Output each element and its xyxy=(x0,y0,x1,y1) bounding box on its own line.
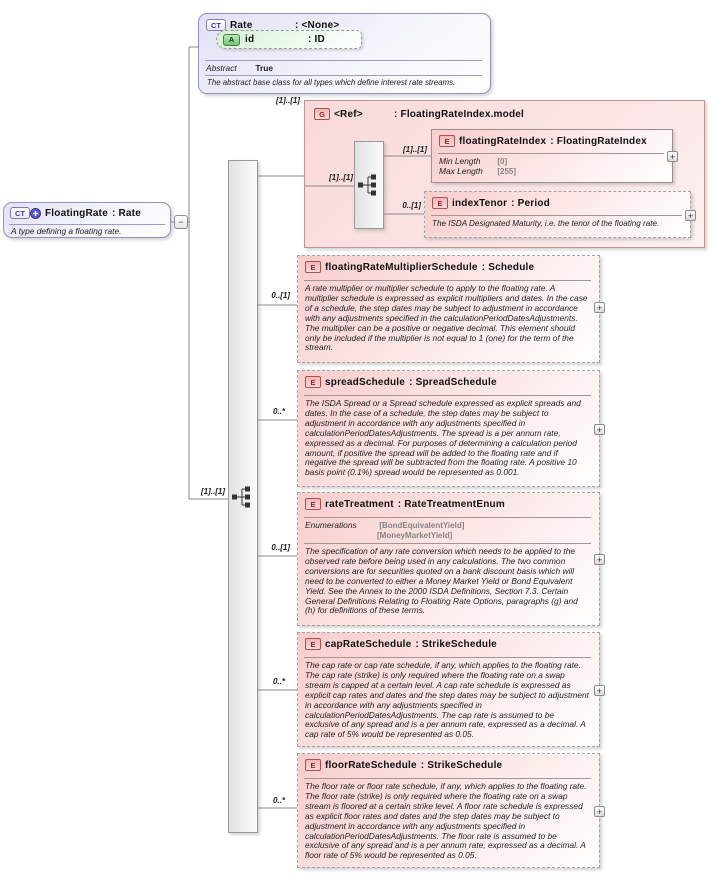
element-name: rateTreatment xyxy=(325,498,394,510)
element-icon: E xyxy=(305,261,321,273)
divider xyxy=(304,395,591,396)
cardinality-label: [1]..[1] xyxy=(329,173,353,182)
cardinality-label: [1]..[1] xyxy=(276,96,300,105)
complex-type-icon: CT xyxy=(10,207,30,219)
base-class-rate-box[interactable] xyxy=(198,13,491,94)
element-indexTenor[interactable] xyxy=(424,191,694,238)
facet-label: Enumerations xyxy=(305,520,357,530)
facet-value: [BondEquivalentYield] xyxy=(379,521,465,530)
group-name: <Ref> xyxy=(334,108,363,120)
divider xyxy=(304,543,591,544)
divider xyxy=(438,153,664,154)
attribute-name: id xyxy=(245,34,255,45)
element-type: : StrikeSchedule xyxy=(420,759,503,771)
divider xyxy=(304,517,591,518)
cardinality-label: [1]..[1] xyxy=(403,145,427,154)
expand-button[interactable]: + xyxy=(594,685,605,696)
divider xyxy=(205,60,482,61)
attribute-id[interactable] xyxy=(216,30,362,49)
class-description: A type defining a floating rate. xyxy=(11,226,122,236)
element-name: capRateSchedule xyxy=(325,638,412,650)
facet-value: [MoneyMarketYield] xyxy=(377,531,453,540)
divider xyxy=(304,657,591,658)
element-type: : FloatingRateIndex xyxy=(550,135,647,147)
expand-button[interactable]: + xyxy=(685,210,696,221)
divider xyxy=(205,75,482,76)
cardinality-label: [1]..[1] xyxy=(201,487,225,496)
expand-button[interactable]: + xyxy=(594,302,605,313)
facet-value: [255] xyxy=(497,167,517,176)
abstract-label: Abstract xyxy=(206,63,237,73)
attribute-icon: A xyxy=(223,34,240,46)
sequence-compositor[interactable] xyxy=(228,160,258,833)
expand-button[interactable]: + xyxy=(667,151,678,162)
complex-type-icon: CT xyxy=(206,19,226,31)
element-icon: E xyxy=(305,759,321,771)
class-description: The abstract base class for all types which define interest rate streams. xyxy=(207,78,456,87)
expand-button[interactable]: + xyxy=(594,424,605,435)
cardinality-label: 0..[1] xyxy=(402,201,421,210)
element-name: floatingRateIndex xyxy=(459,135,547,147)
floating-rate-class-box[interactable] xyxy=(3,202,171,238)
element-spreadSchedule[interactable] xyxy=(297,370,603,487)
divider xyxy=(9,224,165,225)
element-description: The floor rate or floor rate schedule, if any, which applies to the floating rate. The floor rate (strike) is only required where the floating rate on a swap stream is floored at a certain strike level. A floor rate schedule is expressed as explicit floor rates and dates and the step dates may be subject to adjustment in accordance with any adjustments specified in calculationPeriodDatesAdjustments. The floor rate is assumed to be exclusive of any spread and is a per annum rate, expressed as a decimal. A floor rate of 5% would be represented as 0.05. xyxy=(305,781,587,861)
group-ref-box[interactable] xyxy=(304,100,705,248)
element-type: : Period xyxy=(511,197,550,209)
class-name: FloatingRate xyxy=(45,207,108,219)
derived-type-icon xyxy=(30,208,41,219)
group-type: : FloatingRateIndex.model xyxy=(394,108,525,120)
element-icon: E xyxy=(439,135,455,147)
sequence-compositor[interactable] xyxy=(354,141,384,229)
element-type: : StrikeSchedule xyxy=(415,638,497,650)
element-name: indexTenor xyxy=(452,197,508,209)
sequence-icon xyxy=(232,484,254,510)
class-name: Rate xyxy=(230,19,253,31)
cardinality-label: 0..* xyxy=(272,796,285,805)
class-base-type: : <None> xyxy=(295,19,340,31)
sequence-icon xyxy=(358,172,380,198)
element-type: : RateTreatmentEnum xyxy=(397,498,505,510)
facet-label: Max Length xyxy=(439,166,483,176)
abstract-value: True xyxy=(255,63,274,73)
element-icon: E xyxy=(305,638,321,650)
group-icon: G xyxy=(314,108,330,120)
element-icon: E xyxy=(305,376,321,388)
element-floorRateSchedule[interactable] xyxy=(297,753,603,868)
divider xyxy=(304,778,591,779)
element-name: floatingRateMultiplierSchedule xyxy=(325,261,478,273)
element-name: floorRateSchedule xyxy=(325,759,417,771)
divider xyxy=(304,280,591,281)
attribute-type: : ID xyxy=(308,34,325,45)
class-base-type: : Rate xyxy=(111,207,141,219)
element-capRateSchedule[interactable] xyxy=(297,632,603,747)
collapse-toggle-button[interactable]: − xyxy=(174,215,188,229)
element-floatingRateIndex[interactable] xyxy=(431,129,676,183)
cardinality-label: 0..[1] xyxy=(271,291,290,300)
element-description: The ISDA Designated Maturity, i.e. the tenor of the floating rate. xyxy=(432,219,660,228)
element-description: The cap rate or cap rate schedule, if any, which applies to the floating rate. The cap rate (strike) is only required where the floating rate on a swap stream is capped at a certain level. A cap rate schedule is expressed as explicit cap rates and dates and the step dates may be subject to adjustment in accordance with any adjustments specified in calculationPeriodDatesAdjustments. The cap rate is assumed to be exclusive of any spread and is a per annum rate, expressed as a decimal. A cap rate of 5% would be represented as 0.05. xyxy=(305,660,589,740)
facet-value: [0] xyxy=(497,157,508,166)
cardinality-label: 0..[1] xyxy=(271,543,290,552)
facet-label: Min Length xyxy=(439,156,481,166)
element-icon: E xyxy=(305,498,321,510)
expand-button[interactable]: + xyxy=(594,554,605,565)
cardinality-label: 0..* xyxy=(272,677,285,686)
element-name: spreadSchedule xyxy=(325,376,406,388)
element-type: : SpreadSchedule xyxy=(409,376,497,388)
cardinality-label: 0..* xyxy=(272,407,285,416)
element-description: The specification of any rate conversion which needs to be applied to the observed rate before being used in any calculations. The two common conversions are for securities quoted on a bank discount basis which will need to be converted to either a Money Market Yield or Bond Equivalent Yield. See the Annex to the 2000 ISDA Definitions, Section 7.3. Certain General Definitions Relating to Floating Rate Options, paragraphs (g) and (h) for definitions of these terms. xyxy=(305,546,578,616)
element-rateTreatment[interactable] xyxy=(297,492,603,626)
expand-button[interactable]: + xyxy=(594,806,605,817)
element-floatingRateMultiplierSchedule[interactable] xyxy=(297,255,603,363)
divider xyxy=(431,215,682,216)
element-description: The ISDA Spread or a Spread schedule expressed as explicit spreads and dates. In the case of a schedule, the step dates may be subject to adjustment in accordance with any adjustments specified in calculationPeriodDatesAdjustments. The spread is a per annum rate, expressed as a decimal. For purposes of determining a calculation period amount, if positive the spread will be added to the floating rate and if negative the spread will be subtracted from the floating rate. A positive 10 basis point (0.1%) spread would be represented as 0.001. xyxy=(305,398,581,478)
element-icon: E xyxy=(432,197,448,209)
element-description: A rate multiplier or multiplier schedule to apply to the floating rate. A multiplier schedule is expressed as explicit multipliers and dates. In the case of a schedule, the step dates may be subject to adjustment in accordance with any adjustments specified in the calculationPeriodDatesAdjustments. The multiplier can be a positive or negative decimal. This element should only be included if the multiplier is not equal to 1 (one) for the term of the stream. xyxy=(305,283,588,353)
element-type: : Schedule xyxy=(481,261,535,273)
